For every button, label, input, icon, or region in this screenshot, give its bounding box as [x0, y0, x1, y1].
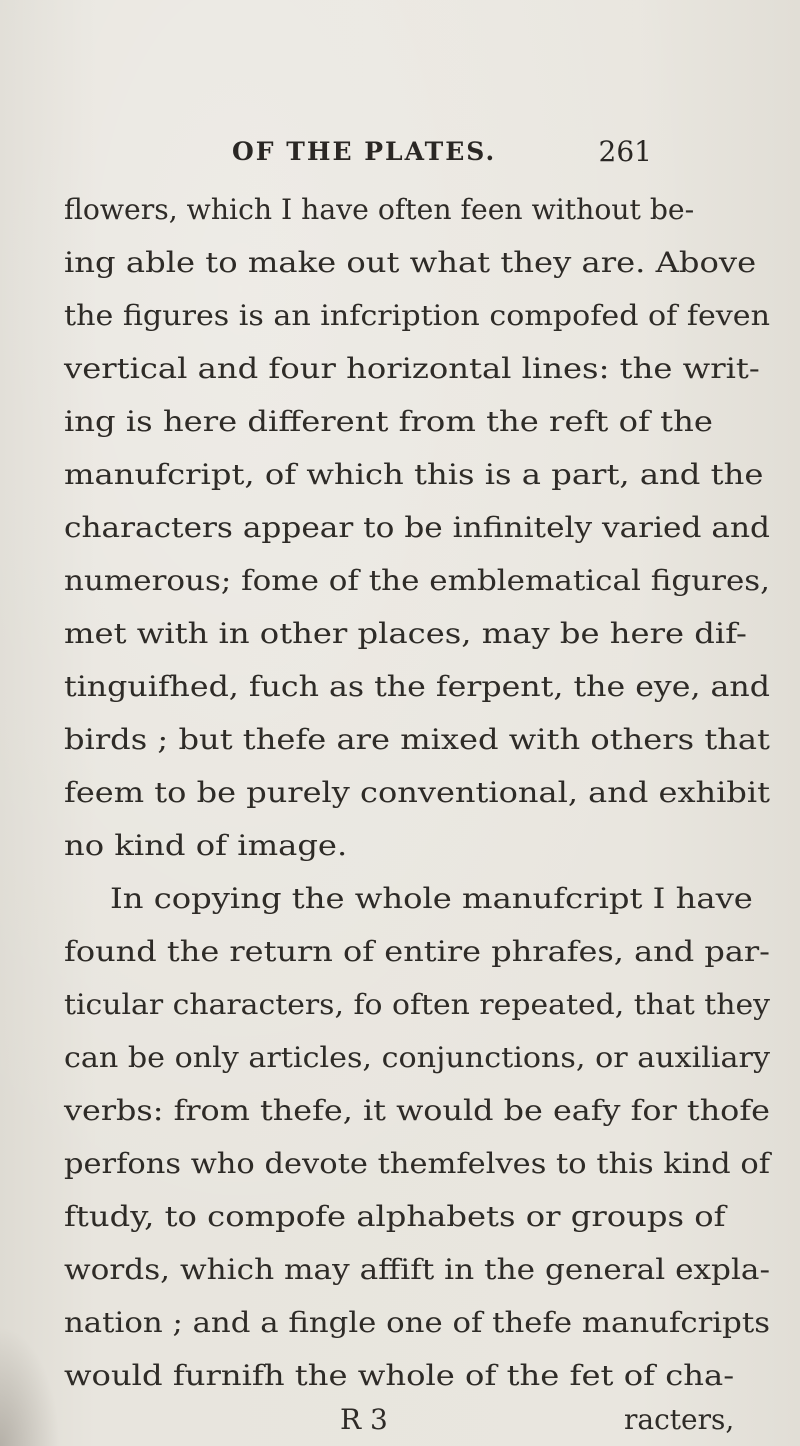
text-line: perfons who devote themfelves to this kind of: [64, 1147, 770, 1180]
text-line: ftudy, to compofe alphabets or groups of: [64, 1200, 726, 1233]
text-line: In copying the whole manufcript I have: [110, 882, 753, 915]
text-line: no kind of image.: [64, 829, 348, 862]
text-line: numerous; fome of the emblematical figures,: [64, 564, 771, 597]
text-line: nation ; and a fingle one of thefe manufcripts: [64, 1306, 770, 1339]
text-line: feem to be purely conventional, and exhibit: [64, 776, 771, 809]
text-line: vertical and four horizontal lines: the writ-: [64, 352, 760, 385]
text-line: can be only articles, conjunctions, or auxiliary: [64, 1041, 770, 1074]
text-line: ing is here different from the reft of the: [64, 405, 713, 438]
text-line: found the return of entire phrafes, and par-: [64, 935, 770, 968]
text-line: verbs: from thefe, it would be eafy for thofe: [64, 1094, 770, 1127]
running-title: OF THE PLATES.: [232, 137, 497, 166]
text-line: words, which may affift in the general expla-: [64, 1253, 771, 1286]
text-line: flowers, which I have often feen without be-: [64, 193, 695, 226]
text-line: would furnifh the whole of the fet of cha-: [64, 1359, 735, 1392]
catchword: racters,: [624, 1403, 735, 1436]
text-line: birds ; but thefe are mixed with others that: [64, 723, 770, 756]
text-line: met with in other places, may be here dif-: [64, 617, 747, 650]
text-line: manufcript, of which this is a part, and the: [64, 458, 764, 491]
page-number: 261: [598, 135, 652, 168]
text-line: ticular characters, fo often repeated, that they: [64, 988, 771, 1021]
signature-mark: R 3: [340, 1403, 388, 1436]
text-line: the figures is an infcription compofed of feven: [64, 299, 771, 332]
text-line: characters appear to be infinitely varied and: [64, 511, 770, 544]
text-line: tinguifhed, fuch as the ferpent, the eye, and: [64, 670, 770, 703]
text-line: ing able to make out what they are. Above: [64, 246, 757, 279]
